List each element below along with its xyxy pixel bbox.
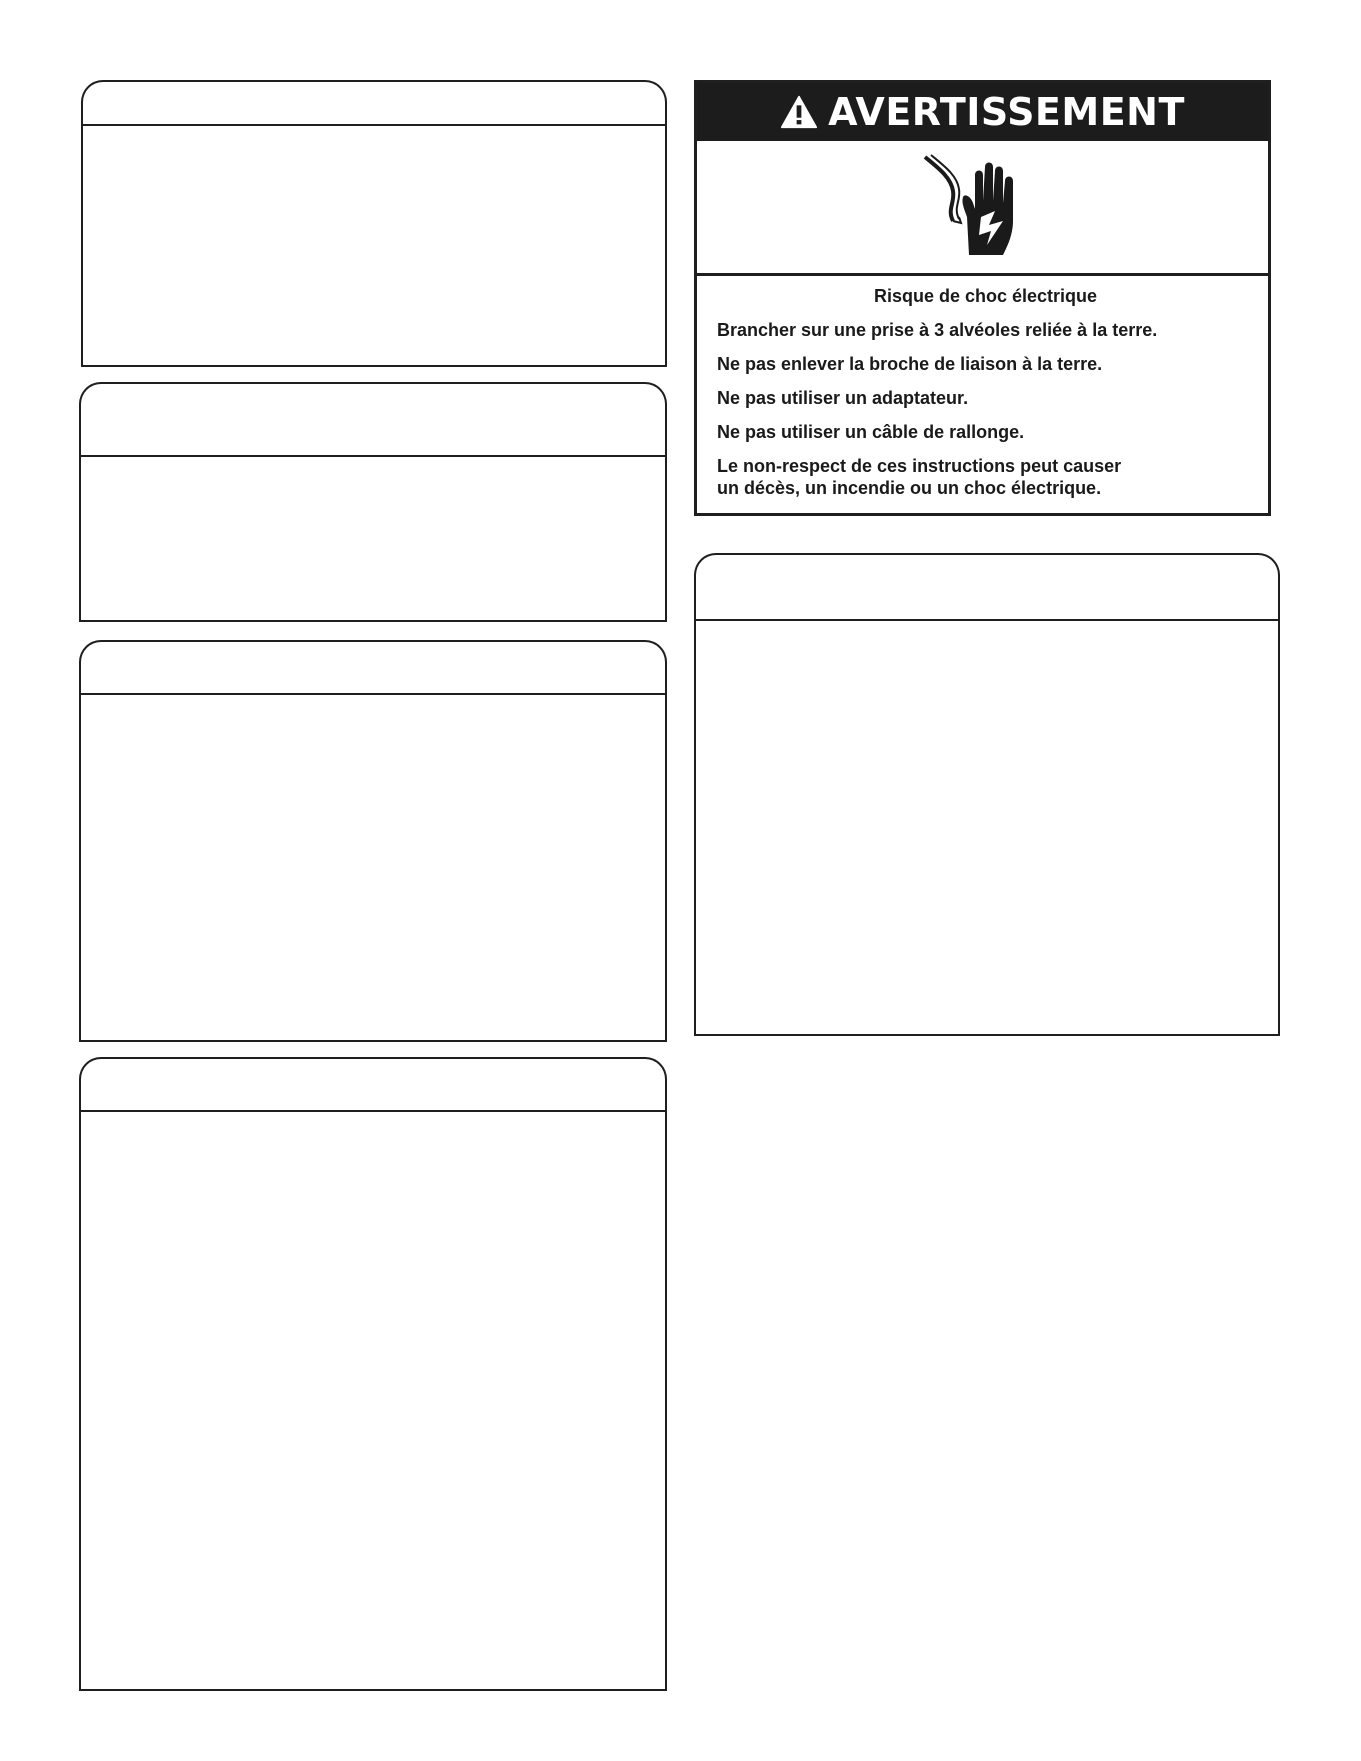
warning-line: Le non-respect de ces instructions peut causer: [717, 456, 1122, 476]
warning-line: un décès, un incendie ou un choc électrique.: [717, 478, 1102, 498]
warning-line: Ne pas utiliser un câble de rallonge.: [717, 422, 1025, 442]
alert-triangle-icon: [780, 94, 818, 130]
blank-section-box-1: [81, 80, 667, 367]
blank-section-box-2: [79, 382, 667, 622]
warning-panel: [694, 80, 1271, 516]
blank-section-box-3: [79, 640, 667, 1042]
warning-pictogram-area: [697, 141, 1268, 276]
warning-header: [697, 83, 1268, 141]
warning-line: Ne pas utiliser un adaptateur.: [717, 388, 969, 408]
electric-shock-hand-icon: [917, 151, 1037, 259]
blank-section-box-5: [694, 553, 1280, 1036]
warning-subtitle: Risque de choc électrique: [873, 286, 1098, 306]
warning-text-block: [717, 286, 1254, 499]
warning-line: Ne pas enlever la broche de liaison à la terre.: [717, 354, 1103, 374]
warning-line: Brancher sur une prise à 3 alvéoles reliée à la terre.: [717, 320, 1158, 340]
blank-section-box-4: [79, 1057, 667, 1691]
warning-title: AVERTISSEMENT: [828, 90, 1185, 134]
